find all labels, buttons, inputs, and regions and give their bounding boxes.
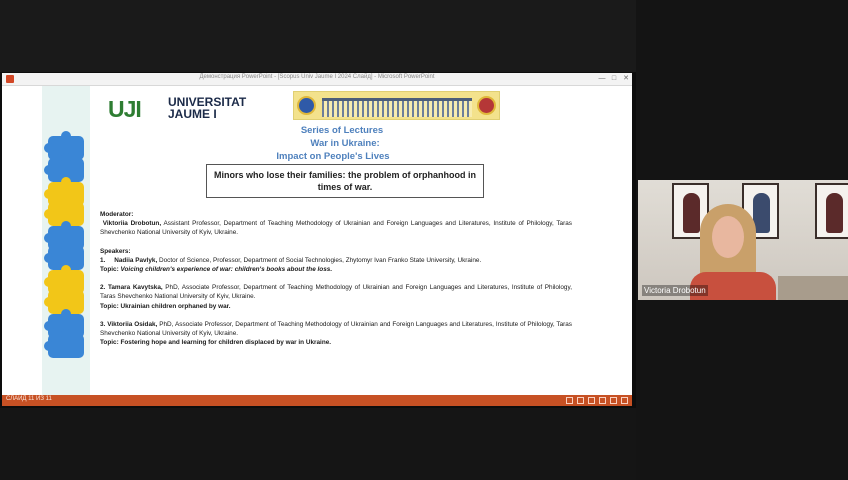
speaker-2 [100, 283, 572, 301]
slide-viewport [2, 86, 632, 395]
speaker-name: Tamara Kavytska, [107, 284, 163, 292]
speaker-topic: Voicing children's experience of war: children's books about the loss. [120, 266, 333, 274]
window-title: Демонстрация PowerPoint - [Scopus Univ Jaume I 2024 Слайд] - Microsoft PowerPoint [199, 74, 435, 80]
moderator-paragraph [100, 219, 572, 237]
normal-view-icon[interactable] [588, 397, 595, 404]
sofa [778, 276, 848, 300]
participant-face [712, 216, 744, 258]
minimize-button[interactable]: — [598, 75, 606, 82]
series-line-3: Impact on People's Lives [276, 151, 390, 162]
speaker-number: 3. [100, 320, 106, 328]
moderator-heading: Moderator: [100, 211, 134, 218]
slide [42, 86, 592, 395]
speaker-1-topic [100, 265, 572, 274]
speaker-2-topic [100, 302, 572, 311]
uji-logo-line1: UNIVERSITAT [168, 95, 247, 109]
speaker-3-topic [100, 338, 572, 347]
speaker-number: 1. [100, 256, 106, 264]
slide-body [100, 210, 572, 347]
uji-logo [108, 95, 254, 121]
speaker-1 [100, 256, 572, 265]
speaker-desc: PhD, Associate Professor, Department of Teaching Methodology of Ukrainian and Foreign Languages and Literatures, Institute of Philology, Taras Shevchenko National University of Kyiv, Ukraine. [100, 284, 572, 301]
puzzle-decoration [42, 86, 90, 395]
uji-logo-line2: JAUME I [168, 107, 217, 121]
shared-powerpoint-window [2, 73, 632, 406]
window-title-bar [2, 73, 632, 86]
uji-logo-mark: UJI [108, 96, 141, 122]
speaker-desc: Doctor of Science, Professor, Department of Social Technologies, Zhytomyr Ivan Franko State University, Ukraine. [157, 256, 482, 264]
speaker-topic: Fostering hope and learning for children displaced by war in Ukraine. [120, 339, 332, 347]
topic-label: Topic: [100, 266, 119, 274]
lecture-series-title [192, 124, 492, 163]
slide-counter: СЛАЙД 11 ИЗ 11 [6, 396, 52, 402]
reading-view-icon[interactable] [610, 397, 617, 404]
maximize-button[interactable]: □ [611, 75, 617, 82]
university-banner-image [293, 91, 500, 120]
topic-label: Topic: [100, 302, 119, 310]
slide-sorter-icon[interactable] [599, 397, 606, 404]
speaker-desc: PhD, Associate Professor, Department of Teaching Methodology of Ukrainian and Foreign Languages and Literatures, Institute of Philology, Taras Shevchenko National University of Kyiv, Ukraine. [100, 320, 573, 338]
speaker-name: Nadiia Pavlyk, [114, 256, 158, 264]
lecture-topic-box: Minors who lose their families: the problem of orphanhood in times of war. [206, 164, 484, 198]
speaker-number: 2. [100, 284, 106, 292]
participant-video-tile[interactable] [638, 180, 848, 300]
speaker-name: Viktoriia Osidak, [107, 320, 158, 328]
participant-name: Victoria Drobotun [644, 286, 706, 295]
slideshow-icon[interactable] [621, 397, 628, 404]
meeting-bottom-bar [0, 408, 636, 480]
moderator-name: Viktoriia Drobotun, [102, 220, 162, 228]
speaker-topic: Ukrainian children orphaned by war. [120, 302, 231, 310]
speakers-heading: Speakers: [100, 247, 131, 255]
wall-portrait-image [815, 183, 848, 239]
university-seal-icon [477, 96, 496, 115]
comments-icon[interactable] [577, 397, 584, 404]
puzzle-piece-blue [48, 334, 84, 358]
university-seal-icon [297, 96, 316, 115]
ppt-status-bar [2, 395, 632, 406]
topic-label: Topic: [100, 339, 119, 347]
series-line-2: War in Ukraine: [310, 138, 380, 149]
university-building-image [322, 98, 472, 117]
series-line-1: Series of Lectures [300, 125, 384, 136]
close-button[interactable]: ✕ [623, 75, 629, 82]
speaker-3 [100, 320, 572, 338]
moderator-desc: Assistant Professor, Department of Teaching Methodology of Ukrainian and Foreign Languages and Literatures, Institute of Philology, Taras Shevchenko National University of Kyiv, Ukraine. [100, 220, 572, 237]
notes-icon[interactable] [566, 397, 573, 404]
